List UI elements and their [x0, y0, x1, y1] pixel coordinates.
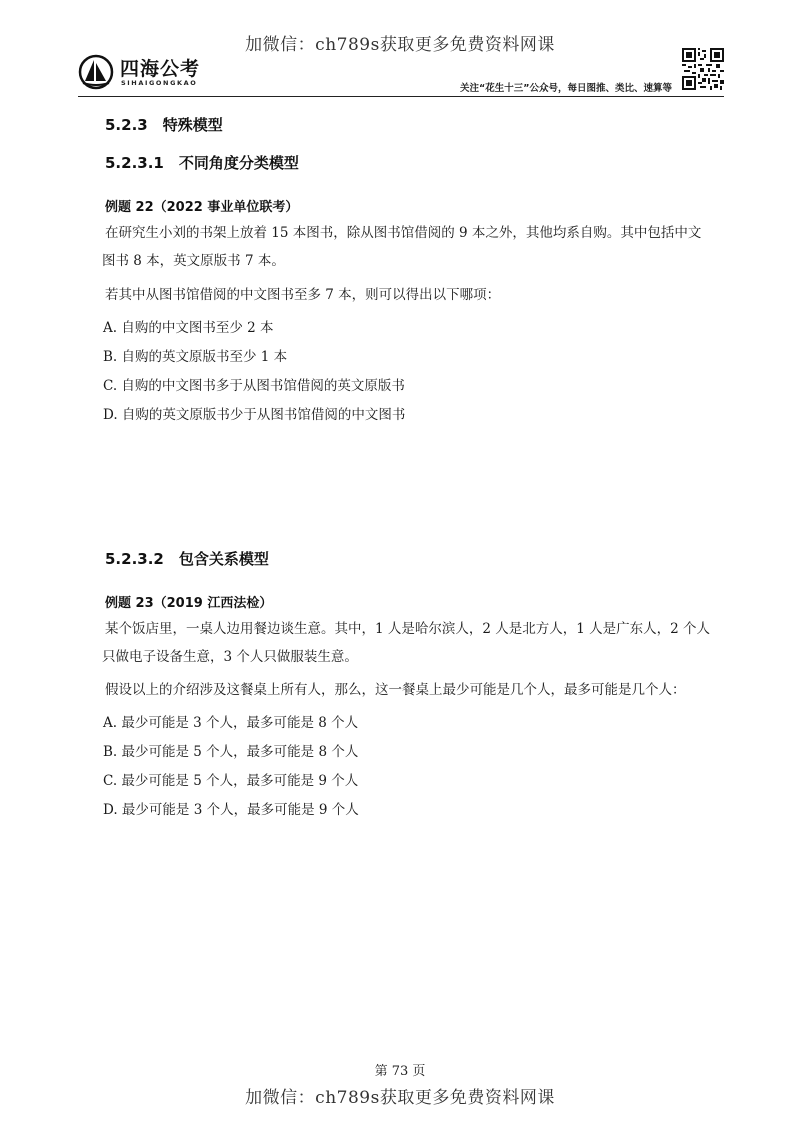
example-22-option-d: D. 自购的英文原版书少于从图书馆借阅的中文图书 [103, 407, 406, 423]
watermark-top: 加微信：ch789s获取更多免费资料网课 [245, 35, 555, 55]
sailboat-logo-icon [78, 54, 114, 90]
example-23-question: 假设以上的介绍涉及这餐桌上所有人，那么，这一餐桌上最少可能是几个人，最多可能是几个人： [105, 682, 686, 698]
example-23-option-a: A. 最少可能是 3 个人，最多可能是 8 个人 [103, 715, 359, 731]
example-23-option-b: B. 最少可能是 5 个人，最多可能是 8 个人 [103, 744, 359, 760]
logo-name: 四海公考 [120, 58, 201, 80]
example-23-option-d: D. 最少可能是 3 个人，最多可能是 9 个人 [103, 802, 359, 818]
watermark-bottom: 加微信：ch789s获取更多免费资料网课 [245, 1088, 555, 1108]
example-23-title: 例题 23（2019 江西法检） [105, 596, 273, 611]
example-22-question: 若其中从图书馆借阅的中文图书至多 7 本，则可以得出以下哪项： [105, 287, 501, 303]
example-23-line-1: 某个饭店里，一桌人边用餐边谈生意。其中，1 人是哈尔滨人，2 人是北方人，1 人是广东人，2 个人 [105, 621, 711, 637]
example-23-line-2: 只做电子设备生意，3 个人只做服装生意。 [102, 649, 358, 665]
logo-subtitle: SIHAIGONGKAO [121, 79, 198, 87]
example-22-line-2: 图书 8 本，英文原版书 7 本。 [102, 253, 285, 269]
example-22-option-a: A. 自购的中文图书至少 2 本 [103, 320, 274, 336]
section-heading-5-2-3: 5.2.3 特殊模型 [105, 116, 223, 134]
page-number: 第 73 页 [374, 1064, 426, 1079]
example-22-line-1: 在研究生小刘的书架上放着 15 本图书，除从图书馆借阅的 9 本之外，其他均系自购。其中包括中文 [105, 225, 702, 241]
header-divider [78, 96, 724, 97]
page-header [78, 48, 724, 98]
example-22-option-c: C. 自购的中文图书多于从图书馆借阅的英文原版书 [103, 378, 405, 394]
example-22-option-b: B. 自购的英文原版书至少 1 本 [103, 349, 288, 365]
example-23-option-c: C. 最少可能是 5 个人，最多可能是 9 个人 [103, 773, 359, 789]
example-22-title: 例题 22（2022 事业单位联考） [105, 200, 299, 215]
qr-code-icon [682, 48, 724, 90]
header-slogan: 关注“花生十三”公众号，每日图推、类比、速算等 [460, 83, 672, 94]
section-heading-5-2-3-1: 5.2.3.1 不同角度分类模型 [105, 154, 299, 172]
logo [78, 54, 238, 94]
section-heading-5-2-3-2: 5.2.3.2 包含关系模型 [105, 550, 269, 568]
